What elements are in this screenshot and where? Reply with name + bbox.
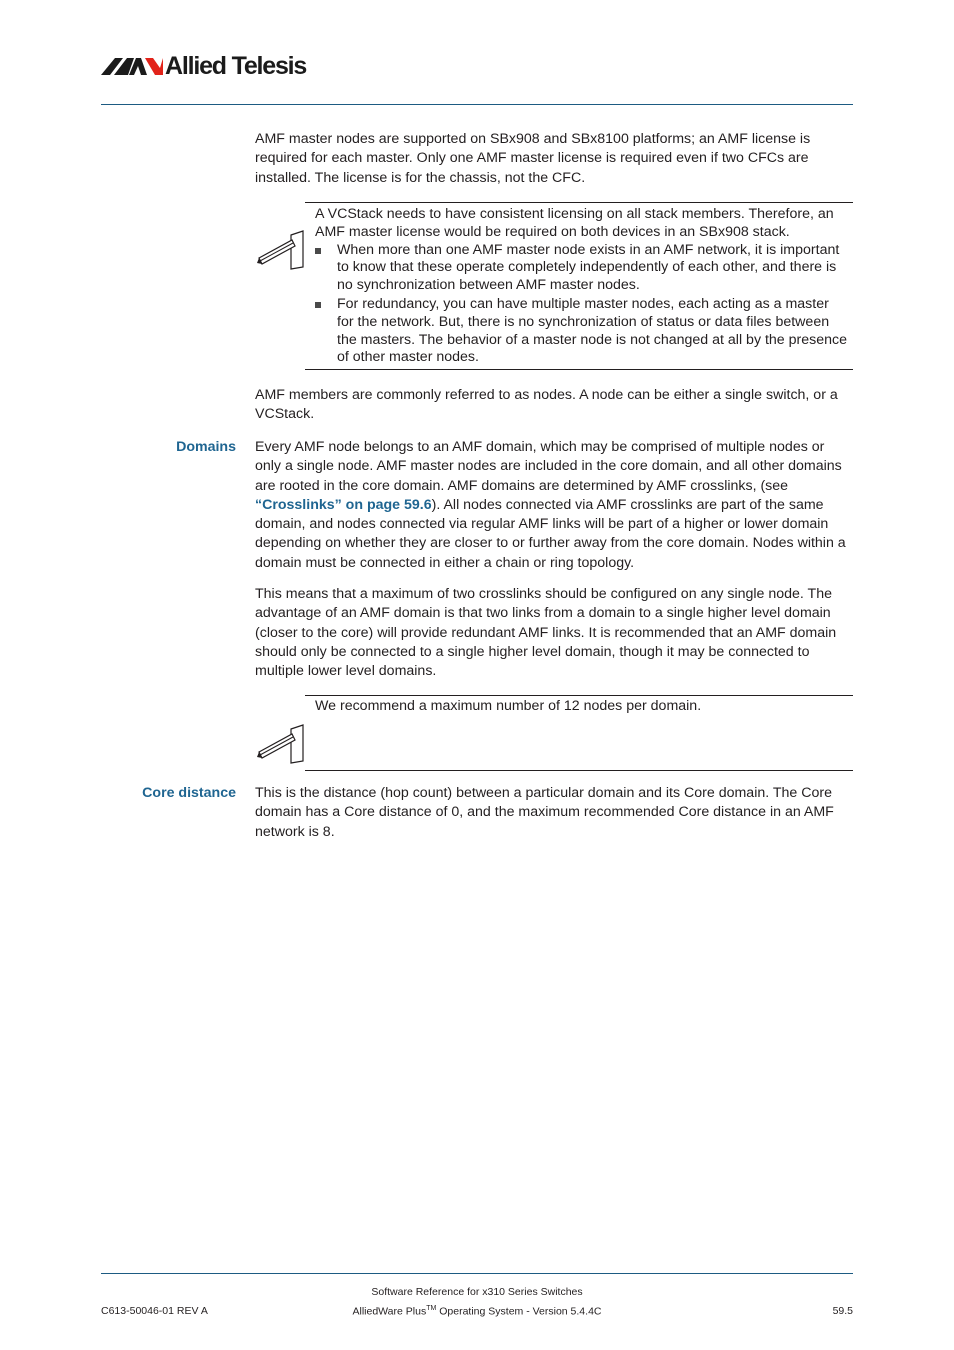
note-licensing xyxy=(305,202,853,370)
intro-text: AMF master nodes are supported on SBx908 and SBx8100 platforms; an AMF license is required for each master. Only one AMF master license is required even if two CFCs are installed. The license is for the chassis, not the CFC. xyxy=(255,131,811,186)
intro-paragraph xyxy=(255,130,853,188)
domains-paragraph-2 xyxy=(255,585,853,681)
members-text: AMF members are commonly referred to as nodes. A node can be either a single switch, or a VCStack. xyxy=(255,387,838,423)
domains-text-2: This means that a maximum of two crosslinks should be configured on any single node. The advantage of an AMF domain is that two links from a domain to a single higher level domain (closer to the core) will provide redundant AMF links. It is recommended that an AMF domain should only be connected to a single higher level domain, though it may be connected to multiple lower level domains. xyxy=(255,586,837,680)
note-domain-size-text: We recommend a maximum number of 12 nodes per domain. xyxy=(315,698,702,714)
brand-name: Allied Telesis xyxy=(165,52,307,80)
footer-doc-id: C613-50046-01 REV A xyxy=(101,1305,208,1317)
pencil-note-icon xyxy=(256,228,306,270)
note-bullet xyxy=(315,242,849,295)
note-bullet-text: For redundancy, you can have multiple master nodes, each acting as a master for the network. But, there is no synchronization of status or data files between the masters. The behavior of a master node is not changed at all by the presence of other master nodes. xyxy=(337,295,848,366)
footer-title-line2 xyxy=(0,1305,954,1318)
domains-text-after: ). All nodes connected via AMF crosslinks are part of the same domain, and nodes connected via regular AMF links will be part of a higher or lower domain depending on whether they are closer to or further away from the core domain. Nodes within a domain must be connected in either a chain or ring topology. xyxy=(255,496,846,571)
domains-paragraph-1 xyxy=(255,438,853,573)
core-distance-paragraph xyxy=(255,784,853,842)
footer-title-line1: Software Reference for x310 Series Switches xyxy=(371,1286,583,1298)
note-licensing-lead: A VCStack needs to have consistent licensing on all stack members. Therefore, an AMF master license would be required on both devices in an SBx908 stack. xyxy=(315,206,834,240)
allied-telesis-logo-mark-icon xyxy=(101,54,163,78)
footer-product: AlliedWare Plus xyxy=(352,1305,427,1318)
note-bullet xyxy=(315,296,849,367)
crosslinks-link[interactable]: “Crosslinks” on page 59.6 xyxy=(255,496,432,513)
pencil-note-icon xyxy=(256,722,306,764)
note-domain-size xyxy=(305,695,853,771)
bullet-square-icon xyxy=(315,302,321,308)
bullet-square-icon xyxy=(315,248,321,254)
core-distance-text: This is the distance (hop count) between a particular domain and its Core domain. The Core domain has a Core distance of 0, and the maximum recommended Core distance in an AMF network is 8. xyxy=(255,785,834,840)
domains-heading: Domains xyxy=(176,439,236,455)
footer-page-number: 59.5 xyxy=(832,1305,853,1317)
note-licensing-body xyxy=(315,206,849,367)
allied-telesis-logo xyxy=(101,52,307,80)
note-bullet-text: When more than one AMF master node exists in an AMF network, it is important to know that these operate completely independently of each other, and there is no synchronization between AMF master nodes. xyxy=(337,241,840,294)
header-rule xyxy=(101,104,853,105)
members-paragraph xyxy=(255,386,853,425)
domains-text-before: Every AMF node belongs to an AMF domain, which may be comprised of multiple nodes or only a single node. AMF master nodes are included in the core domain, and all other domains are rooted in the core domain. AMF domains are determined by AMF crosslinks, (see xyxy=(255,439,842,494)
footer-trademark: TM xyxy=(426,1305,437,1312)
core-distance-heading: Core distance xyxy=(142,785,236,801)
footer-os-version: Operating System - Version 5.4.4C xyxy=(436,1305,602,1318)
footer-rule xyxy=(101,1273,853,1274)
